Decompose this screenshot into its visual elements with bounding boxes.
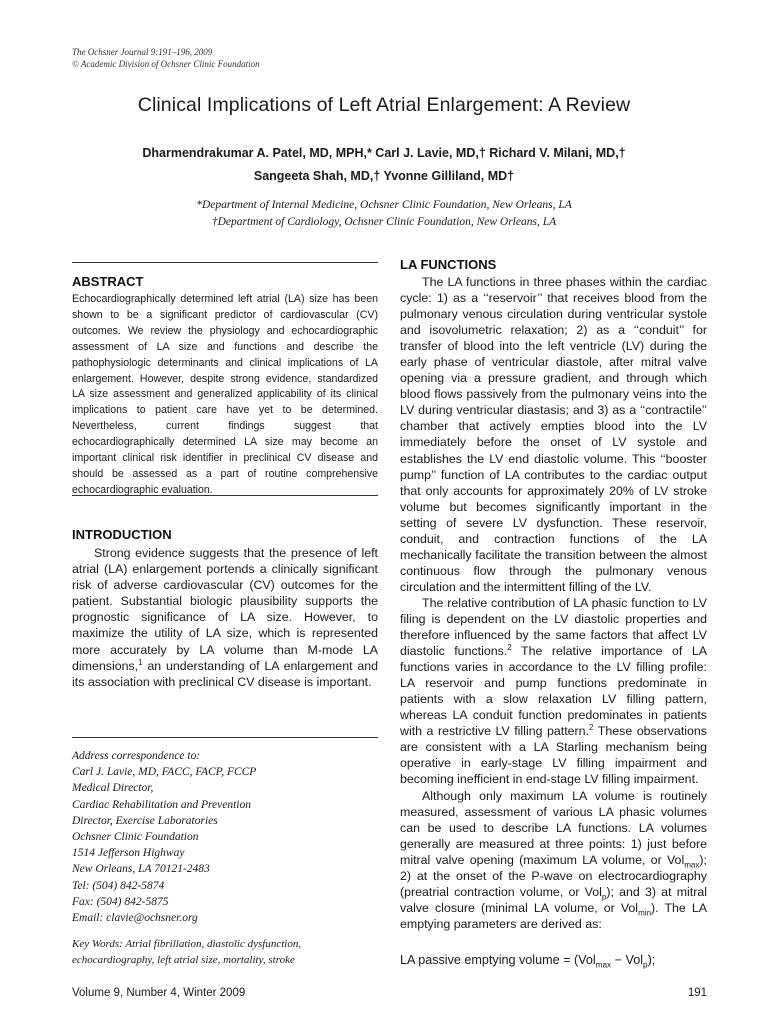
paragraph-text: ); 2) at the onset of the P-wave on electrocardiography (preatrial contraction volume, or Vol: [400, 852, 707, 899]
la-functions-body: [400, 274, 707, 932]
author-line-2: Sangeeta Shah, MD,† Yvonne Gilliland, MD†: [253, 169, 515, 183]
paragraph-text: The relative importance of LA functions varies in accordance to the LV filling profile: LA reservoir and pump functions predominate in patients with a slow relaxation LV filling pattern, whereas LA conduit function predominates in patients with a restrictive LV filling pattern.: [400, 644, 707, 739]
correspondence-line: Cardiac Rehabilitation and Prevention: [72, 798, 251, 811]
intro-text-part: Strong evidence suggests that the presence of left atrial (LA) enlargement portends a clinically significant risk of adverse cardiovascular (CV) outcomes for the patient. Substantial biologic plausibility supports the prognostic significance of LA size. However, to maximize the utility of LA size, which is represented more accurately by LA volume than M-mode LA dimensions,: [72, 546, 378, 673]
formula: [400, 953, 707, 970]
formula-term: − Vol: [611, 953, 643, 967]
page-number: 191: [687, 987, 707, 999]
reference-marker[interactable]: 2: [589, 723, 594, 733]
abstract-text: Echocardiographically determined left atrial (LA) size has been shown to be a significant predictor of cardiovascular (CV) outcomes. We review the physiology and echocardiographic assessment of LA size and functions and describe the pathophysiologic determinants and clinical implications of LA enlargement. However, despite strong evidence, standardized LA size assessment and generalized applicability of its clinical implications to patient care have yet to be determined. Nevertheless, current findings suggest that echocardiographically determined LA size may become an important clinical risk identifier in preclinical CV disease and should be assessed as a part of routine comprehensive echocardiographic evaluation.: [72, 293, 378, 496]
paragraph-text: The relative contribution of LA phasic function to LV filing is dependent on the LV diastolic properties and therefore influenced by the same factors that affect LV diastolic functions.: [400, 595, 707, 659]
affiliation-line-2: †Department of Cardiology, Ochsner Clinic Foundation, New Orleans, LA: [211, 216, 557, 228]
article-title: Clinical Implications of Left Atrial Enlargement: A Review: [137, 94, 631, 116]
paragraph: [400, 595, 707, 788]
paragraph: The LA functions in three phases within the cardiac cycle: 1) as a ‘‘reservoir’’ that receives blood from the pulmonary venous circulation during ventricular systole and isovolumetric relaxation; 2) as a ‘‘conduit’’ for transfer of blood into the left ventricle (LV) during the early phase of ventricular diastole, after mitral valve opening via a pressure gradient, and through which blood flows passively from the pulmonary veins into the LV during ventricular diastasis; and 3) as a ‘‘contractile’’ chamber that actively empties blood into the LV immediately before the onset of LV systole and establishes the LV end diastolic volume. This ‘‘booster pump’’ function of LA contributes to the cardiac output that only accounts for approximately 20% of LV stroke volume but becomes significantly important in the setting of severe LV dysfunction. These reservoir, conduit, and contraction functions of the LA mechanically facilitate the transition between the almost continuous flow through the pulmonary venous circulation and the intermittent filling of the LV.: [400, 275, 707, 594]
subscript: max: [684, 860, 700, 870]
introduction-heading: INTRODUCTION: [72, 527, 172, 542]
paragraph: [400, 788, 707, 932]
formula-term: );: [647, 953, 656, 967]
footer-issue: Volume 9, Number 4, Winter 2009: [72, 987, 246, 999]
affiliation-line-1: *Department of Internal Medicine, Ochsner Clinic Foundation, New Orleans, LA: [196, 199, 572, 211]
formula-term: = (Vol: [559, 953, 596, 967]
correspondence-line: Tel: (504) 842-5874: [72, 879, 165, 892]
la-functions-heading: LA FUNCTIONS: [400, 257, 497, 272]
journal-citation: [72, 46, 260, 70]
reference-marker[interactable]: 2: [507, 642, 512, 652]
correspondence-top-rule: [72, 737, 378, 738]
subscript: p: [643, 960, 648, 970]
correspondence-line: Carl J. Lavie, MD, FACC, FACP, FCCP: [72, 766, 257, 779]
correspondence-block: [72, 748, 378, 926]
correspondence-line: Director, Exercise Laboratories: [72, 814, 218, 827]
formula-term: LA passive emptying volume: [400, 953, 560, 967]
abstract-top-rule: [72, 262, 378, 263]
correspondence-line: Address correspondence to:: [72, 750, 201, 762]
subscript: min: [638, 908, 652, 918]
paragraph-text: These observations are consistent with a LA Starling mechanism being operative in early-stage LV filling impairment and becoming inefficient in end-stage LV filling impairment.: [400, 724, 707, 787]
abstract-bottom-rule: [72, 495, 378, 496]
paragraph-text: ); and 3) at mitral valve closure (minimal LA volume, or Vol: [400, 884, 707, 915]
intro-text-part: an understanding of LA enlargement and its association with preclinical CV disease is important.: [72, 658, 378, 689]
journal-citation-line: The Ochsner Journal 9:191–196, 2009: [72, 47, 213, 57]
correspondence-email[interactable]: Email: clavie@ochsner.org: [72, 912, 198, 925]
correspondence-line: Fax: (504) 842-5875: [72, 895, 169, 908]
correspondence-line: Ochsner Clinic Foundation: [72, 831, 199, 844]
subscript: p: [601, 892, 607, 902]
journal-copyright-line: © Academic Division of Ochsner Clinic Foundation: [72, 59, 260, 69]
correspondence-line: 1514 Jefferson Highway: [72, 847, 185, 860]
abstract-heading: ABSTRACT: [72, 274, 144, 289]
correspondence-line: New Orleans, LA 70121-2483: [72, 863, 210, 876]
affiliations: [60, 197, 708, 231]
key-words: Key Words: Atrial fibrillation, diastolic dysfunction, echocardiography, left atrial size, mortality, stroke: [72, 938, 302, 966]
paragraph-text: ). The LA emptying parameters are derived as:: [400, 900, 707, 931]
correspondence-line: Medical Director,: [72, 782, 154, 795]
author-list: [60, 142, 708, 188]
introduction-text: [72, 545, 378, 690]
subscript: max: [595, 960, 612, 970]
reference-marker[interactable]: 1: [138, 657, 143, 667]
author-line-1: Dharmendrakumar A. Patel, MD, MPH,* Carl J. Lavie, MD,† Richard V. Milani, MD,†: [142, 146, 626, 160]
paragraph-text: Although only maximum LA volume is routinely measured, assessment of various LA phasic volumes can be used to describe LA functions. LA volumes generally are measured at three points: 1) just before mitral valve opening (maximum LA volume, or Vol: [400, 788, 707, 867]
